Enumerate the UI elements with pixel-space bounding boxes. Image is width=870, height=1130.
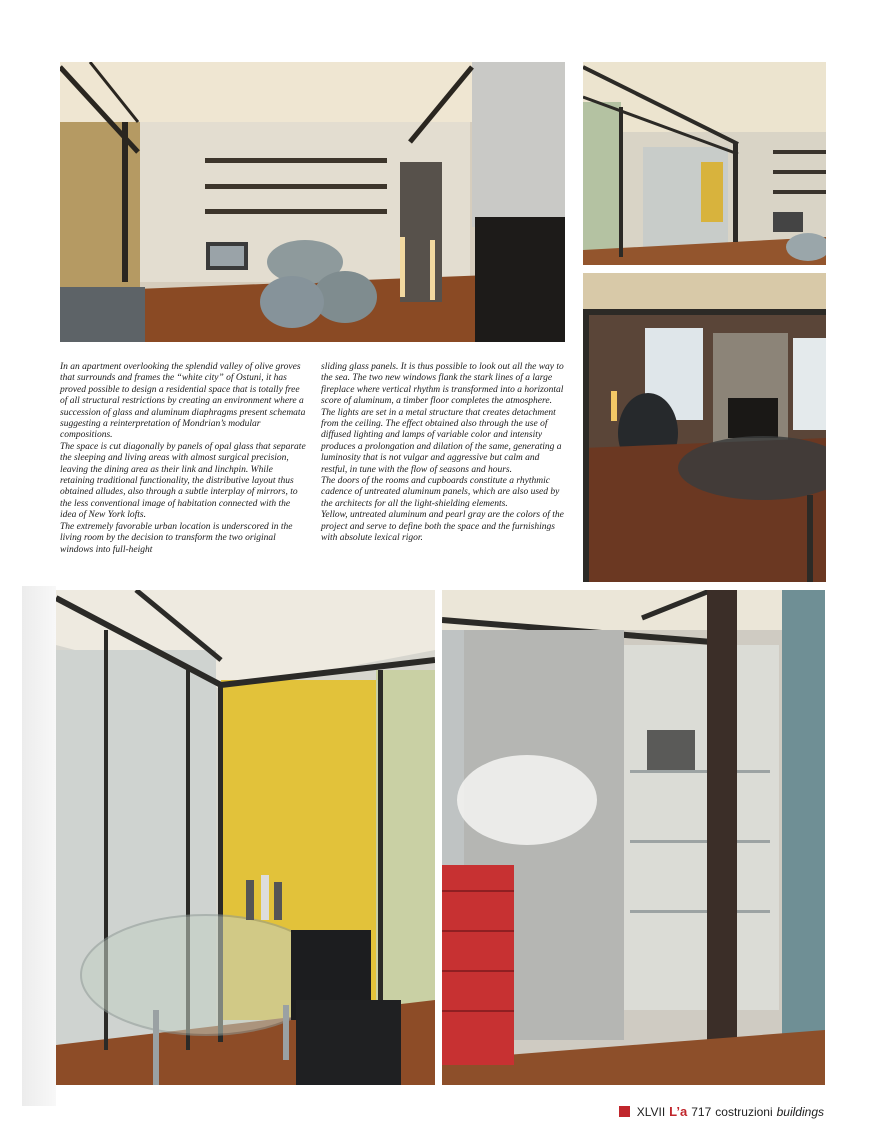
footer-volume: XLVII [636, 1104, 666, 1119]
article-paragraph: sliding glass panels. It is thus possible to look out all the way to the sea. The two new windows flank the stark lines of a large fireplace where vertical rhythm is transformed into a horizontal score of aluminum, a timber floor completes the atmosphere. The lights are set in a metal structure that creates detachment from the ceiling. The effect obtained also through the use of diffused lighting and lamps of variable color and intensity produces a prolongation and dilation of the same, generating a luminosity that is not vulgar and aggressive but calm and restful, in tune with the flow of seasons and hours. [321, 362, 564, 475]
article-paragraph: In an apartment overlooking the splendid valley of olive groves that surrounds and frames the “white city” of Ostuni, it has proved possible to design a residential space that is totally free of all structural restrictions by creating an environment where a succession of glass and aluminum diaphragms present schemata suggesting a reinterpretation of Mondrian’s modular compositions. [60, 362, 306, 441]
photo-dining-room-yellow-wall [56, 590, 435, 1085]
footer-english-title: buildings [776, 1104, 824, 1119]
photo-fireplace-windows [583, 273, 826, 582]
photo-aluminum-panels-shelving [442, 590, 825, 1085]
article-column-2 [321, 362, 565, 545]
footer-issue: 717 [691, 1104, 712, 1119]
article-paragraph: The doors of the rooms and cupboards constitute a rhythmic cadence of untreated aluminum panels, which are also used by the architects for all the light-shielding elements. [321, 476, 560, 509]
page-footer [619, 1104, 824, 1119]
photo-dining-corner [583, 62, 826, 265]
photo-living-room [60, 62, 565, 342]
magazine-logo: L’a [669, 1104, 688, 1119]
article-paragraph: Yellow, untreated aluminum and pearl gray are the colors of the project and serve to define both the space and the furnishings with absolute lexical rigor. [321, 510, 564, 544]
article-paragraph: The extremely favorable urban location is underscored in the living room by the decision to transform the two original windows into full-height [60, 521, 293, 555]
page-edge-strip [22, 586, 56, 1106]
red-square-icon [619, 1106, 630, 1117]
footer-italian-title: costruzioni [715, 1104, 773, 1119]
article-paragraph: The space is cut diagonally by panels of opal glass that separate the sleeping and living areas with almost surgical precision, leaving the dining area as their link and linchpin. While retaining traditional functionality, the distributive layout thus obtained alludes, also through a subtle interplay of mirrors, to the less conventional image of habitation connected with the idea of New York lofts. [60, 441, 306, 521]
article-column-1 [60, 362, 308, 556]
